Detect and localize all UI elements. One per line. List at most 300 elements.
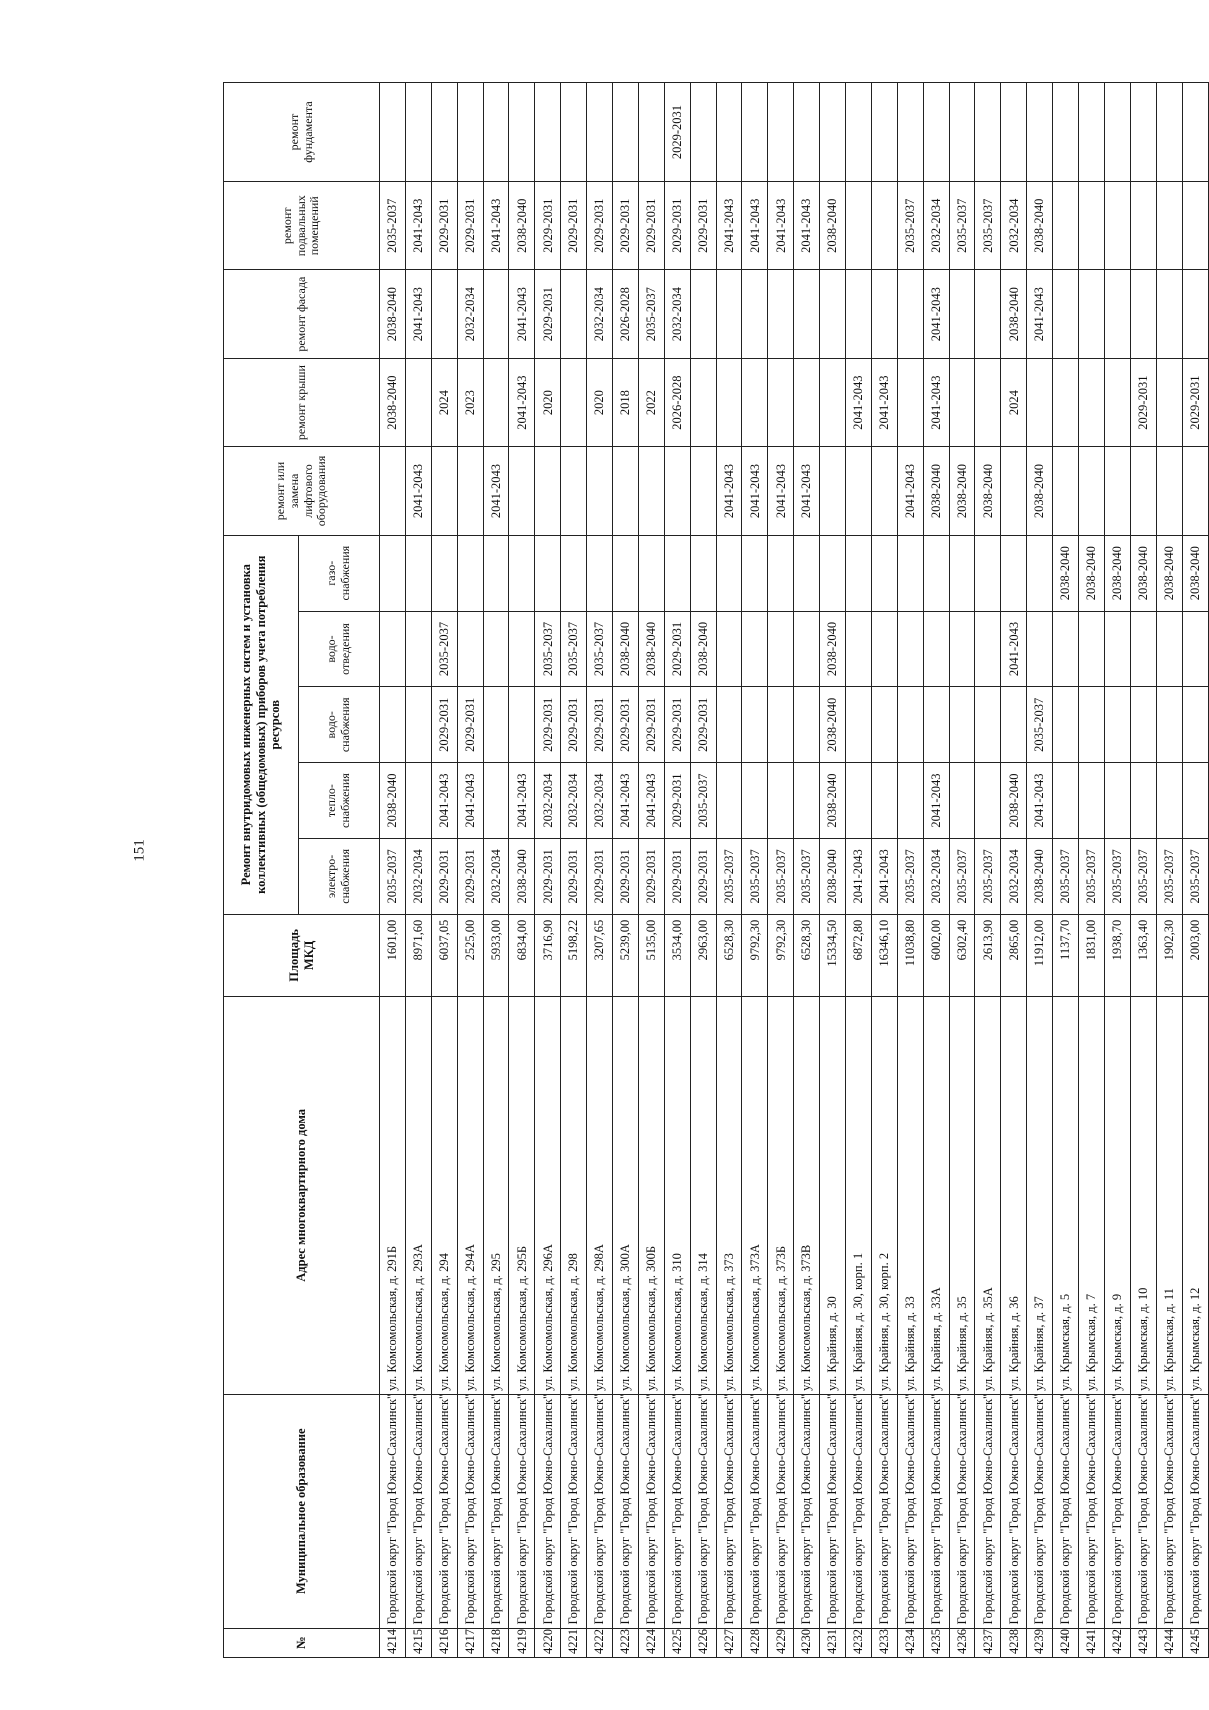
foundation-cell: [768, 83, 794, 182]
row-number-cell: 4234: [897, 1628, 923, 1657]
water-cell: [742, 687, 768, 763]
address-cell: ул. Крымская, д. 9: [1104, 996, 1130, 1394]
table-row: [638, 83, 664, 1658]
foundation-cell: [794, 83, 820, 182]
row-number-cell: 4221: [561, 1628, 587, 1657]
address-cell: ул. Комсомольская, д. 373: [716, 996, 742, 1394]
table-row: [975, 83, 1001, 1658]
sewer-cell: [949, 611, 975, 687]
table-row: [1053, 83, 1079, 1658]
gas-cell: [483, 535, 509, 611]
roof-cell: 2041-2043: [923, 358, 949, 446]
row-number-cell: 4230: [794, 1628, 820, 1657]
address-cell: ул. Крымская, д. 5: [1053, 996, 1079, 1394]
table-row: [380, 83, 406, 1658]
gas-cell: [431, 535, 457, 611]
elevator-cell: [457, 447, 483, 535]
basement-cell: 2029-2031: [613, 182, 639, 270]
municipality-cell: Городской округ "Город Южно-Сахалинск": [1079, 1394, 1105, 1628]
gas-cell: [561, 535, 587, 611]
sewer-cell: [1027, 611, 1053, 687]
water-cell: [483, 687, 509, 763]
water-cell: [923, 687, 949, 763]
facade-cell: [716, 270, 742, 358]
area-cell: 2525,00: [457, 914, 483, 996]
electric-cell: 2035-2037: [1079, 838, 1105, 914]
gas-cell: 2038-2040: [1182, 535, 1208, 611]
electric-cell: 2038-2040: [1027, 838, 1053, 914]
sewer-cell: [975, 611, 1001, 687]
address-cell: ул. Комсомольская, д. 291Б: [380, 996, 406, 1394]
roof-cell: 2024: [431, 358, 457, 446]
water-cell: 2029-2031: [664, 687, 690, 763]
header-gas: газо-снабжения: [299, 535, 380, 611]
basement-cell: 2029-2031: [638, 182, 664, 270]
municipality-cell: Городской округ "Город Южно-Сахалинск": [509, 1394, 535, 1628]
area-cell: 2613,90: [975, 914, 1001, 996]
heat-cell: 2032-2034: [587, 763, 613, 839]
header-sewer: водо-отведения: [299, 611, 380, 687]
elevator-cell: 2041-2043: [768, 447, 794, 535]
facade-cell: [1182, 270, 1208, 358]
municipality-cell: Городской округ "Город Южно-Сахалинск": [949, 1394, 975, 1628]
facade-cell: [690, 270, 716, 358]
area-cell: 16346,10: [871, 914, 897, 996]
foundation-cell: [1053, 83, 1079, 182]
facade-cell: [561, 270, 587, 358]
table-row: [871, 83, 897, 1658]
basement-cell: 2041-2043: [405, 182, 431, 270]
basement-cell: 2032-2034: [923, 182, 949, 270]
area-cell: 1938,70: [1104, 914, 1130, 996]
facade-cell: 2041-2043: [923, 270, 949, 358]
municipality-cell: Городской округ "Город Южно-Сахалинск": [613, 1394, 639, 1628]
heat-cell: [1104, 763, 1130, 839]
header-address: Адрес многоквартирного дома: [224, 996, 380, 1394]
basement-cell: [846, 182, 872, 270]
sewer-cell: 2038-2040: [820, 611, 846, 687]
municipality-cell: Городской округ "Город Южно-Сахалинск": [561, 1394, 587, 1628]
foundation-cell: [820, 83, 846, 182]
elevator-cell: 2038-2040: [923, 447, 949, 535]
facade-cell: 2035-2037: [638, 270, 664, 358]
basement-cell: 2029-2031: [535, 182, 561, 270]
roof-cell: 2024: [1001, 358, 1027, 446]
water-cell: [1130, 687, 1156, 763]
elevator-cell: [613, 447, 639, 535]
row-number-cell: 4224: [638, 1628, 664, 1657]
roof-cell: 2020: [535, 358, 561, 446]
roof-cell: 2041-2043: [846, 358, 872, 446]
municipality-cell: Городской округ "Город Южно-Сахалинск": [638, 1394, 664, 1628]
gas-cell: [897, 535, 923, 611]
gas-cell: [638, 535, 664, 611]
heat-cell: [1182, 763, 1208, 839]
basement-cell: 2041-2043: [768, 182, 794, 270]
header-heat: тепло-снабжения: [299, 763, 380, 839]
area-cell: 6834,00: [509, 914, 535, 996]
gas-cell: [846, 535, 872, 611]
basement-cell: 2035-2037: [949, 182, 975, 270]
foundation-cell: [638, 83, 664, 182]
sewer-cell: 2035-2037: [535, 611, 561, 687]
electric-cell: 2032-2034: [483, 838, 509, 914]
water-cell: [949, 687, 975, 763]
header-area: Площадь МКД: [224, 914, 380, 996]
elevator-cell: [535, 447, 561, 535]
sewer-cell: [897, 611, 923, 687]
sewer-cell: [405, 611, 431, 687]
elevator-cell: [1156, 447, 1182, 535]
heat-cell: [1053, 763, 1079, 839]
facade-cell: [431, 270, 457, 358]
foundation-cell: [871, 83, 897, 182]
facade-cell: 2041-2043: [1027, 270, 1053, 358]
basement-cell: 2038-2040: [509, 182, 535, 270]
elevator-cell: [820, 447, 846, 535]
address-cell: ул. Крайняя, д. 35: [949, 996, 975, 1394]
area-cell: 2003,00: [1182, 914, 1208, 996]
header-elevator: ремонт или замена лифтового оборудования: [224, 447, 380, 535]
electric-cell: 2029-2031: [587, 838, 613, 914]
water-cell: 2029-2031: [690, 687, 716, 763]
elevator-cell: [561, 447, 587, 535]
electric-cell: 2035-2037: [897, 838, 923, 914]
sewer-cell: 2029-2031: [664, 611, 690, 687]
gas-cell: [794, 535, 820, 611]
gas-cell: [820, 535, 846, 611]
water-cell: [1104, 687, 1130, 763]
roof-cell: [483, 358, 509, 446]
sewer-cell: 2038-2040: [690, 611, 716, 687]
basement-cell: [871, 182, 897, 270]
foundation-cell: [897, 83, 923, 182]
elevator-cell: [587, 447, 613, 535]
foundation-cell: [405, 83, 431, 182]
facade-cell: [1156, 270, 1182, 358]
sewer-cell: 2035-2037: [431, 611, 457, 687]
row-number-cell: 4214: [380, 1628, 406, 1657]
electric-cell: 2035-2037: [742, 838, 768, 914]
heat-cell: [483, 763, 509, 839]
address-cell: ул. Комсомольская, д. 294: [431, 996, 457, 1394]
address-cell: ул. Комсомольская, д. 293А: [405, 996, 431, 1394]
address-cell: ул. Комсомольская, д. 300А: [613, 996, 639, 1394]
gas-cell: 2038-2040: [1079, 535, 1105, 611]
gas-cell: [509, 535, 535, 611]
address-cell: ул. Комсомольская, д. 373А: [742, 996, 768, 1394]
elevator-cell: [380, 447, 406, 535]
municipality-cell: Городской округ "Город Южно-Сахалинск": [923, 1394, 949, 1628]
heat-cell: [1130, 763, 1156, 839]
electric-cell: 2035-2037: [1053, 838, 1079, 914]
area-cell: 6872,80: [846, 914, 872, 996]
elevator-cell: [690, 447, 716, 535]
foundation-cell: [1156, 83, 1182, 182]
elevator-cell: [846, 447, 872, 535]
foundation-cell: [742, 83, 768, 182]
water-cell: 2038-2040: [820, 687, 846, 763]
basement-cell: 2029-2031: [561, 182, 587, 270]
table-row: [664, 83, 690, 1658]
foundation-cell: [1001, 83, 1027, 182]
roof-cell: [1104, 358, 1130, 446]
row-number-cell: 4232: [846, 1628, 872, 1657]
address-cell: ул. Крымская, д. 11: [1156, 996, 1182, 1394]
foundation-cell: [483, 83, 509, 182]
row-number-cell: 4245: [1182, 1628, 1208, 1657]
row-number-cell: 4243: [1130, 1628, 1156, 1657]
heat-cell: 2041-2043: [431, 763, 457, 839]
basement-cell: [1182, 182, 1208, 270]
heat-cell: 2038-2040: [1001, 763, 1027, 839]
table-row: [535, 83, 561, 1658]
table-row: [820, 83, 846, 1658]
row-number-cell: 4218: [483, 1628, 509, 1657]
heat-cell: [871, 763, 897, 839]
foundation-cell: 2029-2031: [664, 83, 690, 182]
facade-cell: 2032-2034: [664, 270, 690, 358]
municipality-cell: Городской округ "Город Южно-Сахалинск": [690, 1394, 716, 1628]
row-number-cell: 4240: [1053, 1628, 1079, 1657]
row-number-cell: 4226: [690, 1628, 716, 1657]
gas-cell: [1027, 535, 1053, 611]
foundation-cell: [975, 83, 1001, 182]
electric-cell: 2029-2031: [664, 838, 690, 914]
municipality-cell: Городской округ "Город Южно-Сахалинск": [380, 1394, 406, 1628]
address-cell: ул. Комсомольская, д. 310: [664, 996, 690, 1394]
foundation-cell: [716, 83, 742, 182]
municipality-cell: Городской округ "Город Южно-Сахалинск": [820, 1394, 846, 1628]
heat-cell: 2041-2043: [457, 763, 483, 839]
roof-cell: 2041-2043: [871, 358, 897, 446]
header-num: №: [224, 1628, 380, 1657]
sewer-cell: [871, 611, 897, 687]
elevator-cell: [664, 447, 690, 535]
electric-cell: 2035-2037: [794, 838, 820, 914]
water-cell: [1156, 687, 1182, 763]
facade-cell: [742, 270, 768, 358]
electric-cell: 2035-2037: [1130, 838, 1156, 914]
area-cell: 6528,30: [716, 914, 742, 996]
water-cell: 2029-2031: [457, 687, 483, 763]
sewer-cell: [1053, 611, 1079, 687]
table-row: [431, 83, 457, 1658]
table-row: [1104, 83, 1130, 1658]
sewer-cell: [716, 611, 742, 687]
gas-cell: [664, 535, 690, 611]
basement-cell: 2041-2043: [742, 182, 768, 270]
roof-cell: [975, 358, 1001, 446]
municipality-cell: Городской округ "Город Южно-Сахалинск": [664, 1394, 690, 1628]
table-row: [1130, 83, 1156, 1658]
electric-cell: 2029-2031: [638, 838, 664, 914]
water-cell: 2029-2031: [587, 687, 613, 763]
electric-cell: 2035-2037: [949, 838, 975, 914]
roof-cell: 2038-2040: [380, 358, 406, 446]
row-number-cell: 4222: [587, 1628, 613, 1657]
electric-cell: 2029-2031: [561, 838, 587, 914]
address-cell: ул. Комсомольская, д. 298А: [587, 996, 613, 1394]
table-row: [794, 83, 820, 1658]
area-cell: 5135,00: [638, 914, 664, 996]
roof-cell: 2029-2031: [1182, 358, 1208, 446]
sewer-cell: [923, 611, 949, 687]
municipality-cell: Городской округ "Город Южно-Сахалинск": [768, 1394, 794, 1628]
row-number-cell: 4223: [613, 1628, 639, 1657]
heat-cell: [794, 763, 820, 839]
foundation-cell: [1182, 83, 1208, 182]
gas-cell: [405, 535, 431, 611]
row-number-cell: 4233: [871, 1628, 897, 1657]
area-cell: 6037,05: [431, 914, 457, 996]
basement-cell: [1130, 182, 1156, 270]
electric-cell: 2035-2037: [975, 838, 1001, 914]
facade-cell: 2026-2028: [613, 270, 639, 358]
water-cell: [1053, 687, 1079, 763]
table-row: [742, 83, 768, 1658]
water-cell: [846, 687, 872, 763]
header-basement: ремонт подвальных помещений: [224, 182, 380, 270]
municipality-cell: Городской округ "Город Южно-Сахалинск": [431, 1394, 457, 1628]
address-cell: ул. Крайняя, д. 36: [1001, 996, 1027, 1394]
address-cell: ул. Комсомольская, д. 295Б: [509, 996, 535, 1394]
foundation-cell: [613, 83, 639, 182]
elevator-cell: 2041-2043: [897, 447, 923, 535]
table-row: [509, 83, 535, 1658]
roof-cell: 2029-2031: [1130, 358, 1156, 446]
heat-cell: [742, 763, 768, 839]
table-row: [613, 83, 639, 1658]
sewer-cell: [509, 611, 535, 687]
header-water: водо-снабжения: [299, 687, 380, 763]
facade-cell: 2029-2031: [535, 270, 561, 358]
area-cell: 9792,30: [742, 914, 768, 996]
sewer-cell: [742, 611, 768, 687]
sewer-cell: [1182, 611, 1208, 687]
row-number-cell: 4238: [1001, 1628, 1027, 1657]
basement-cell: 2041-2043: [716, 182, 742, 270]
address-cell: ул. Крайняя, д. 30, корп. 1: [846, 996, 872, 1394]
address-cell: ул. Крайняя, д. 35А: [975, 996, 1001, 1394]
row-number-cell: 4225: [664, 1628, 690, 1657]
gas-cell: 2038-2040: [1053, 535, 1079, 611]
heat-cell: 2041-2043: [1027, 763, 1053, 839]
table-row: [846, 83, 872, 1658]
sewer-cell: 2041-2043: [1001, 611, 1027, 687]
heat-cell: [1156, 763, 1182, 839]
table-row: [1001, 83, 1027, 1658]
facade-cell: [975, 270, 1001, 358]
area-cell: 5239,00: [613, 914, 639, 996]
gas-cell: [613, 535, 639, 611]
row-number-cell: 4235: [923, 1628, 949, 1657]
header-electric: электро-снабжения: [299, 838, 380, 914]
electric-cell: 2029-2031: [690, 838, 716, 914]
facade-cell: 2038-2040: [380, 270, 406, 358]
area-cell: 3716,90: [535, 914, 561, 996]
heat-cell: 2041-2043: [638, 763, 664, 839]
foundation-cell: [509, 83, 535, 182]
electric-cell: 2035-2037: [716, 838, 742, 914]
electric-cell: 2032-2034: [923, 838, 949, 914]
area-cell: 11038,80: [897, 914, 923, 996]
sewer-cell: [846, 611, 872, 687]
gas-cell: [457, 535, 483, 611]
water-cell: [405, 687, 431, 763]
facade-cell: [820, 270, 846, 358]
gas-cell: [380, 535, 406, 611]
facade-cell: [846, 270, 872, 358]
elevator-cell: [1182, 447, 1208, 535]
row-number-cell: 4244: [1156, 1628, 1182, 1657]
table-row: [457, 83, 483, 1658]
roof-cell: [1156, 358, 1182, 446]
facade-cell: 2032-2034: [587, 270, 613, 358]
electric-cell: 2038-2040: [820, 838, 846, 914]
municipality-cell: Городской округ "Город Южно-Сахалинск": [1053, 1394, 1079, 1628]
foundation-cell: [1104, 83, 1130, 182]
electric-cell: 2035-2037: [1156, 838, 1182, 914]
roof-cell: [820, 358, 846, 446]
water-cell: [897, 687, 923, 763]
roof-cell: [949, 358, 975, 446]
basement-cell: [1156, 182, 1182, 270]
water-cell: 2029-2031: [431, 687, 457, 763]
foundation-cell: [561, 83, 587, 182]
address-cell: ул. Крайняя, д. 30, корп. 2: [871, 996, 897, 1394]
foundation-cell: [587, 83, 613, 182]
area-cell: 6002,00: [923, 914, 949, 996]
elevator-cell: 2041-2043: [483, 447, 509, 535]
address-cell: ул. Комсомольская, д. 300Б: [638, 996, 664, 1394]
row-number-cell: 4229: [768, 1628, 794, 1657]
water-cell: [1079, 687, 1105, 763]
heat-cell: [1079, 763, 1105, 839]
water-cell: 2029-2031: [638, 687, 664, 763]
address-cell: ул. Комсомольская, д. 314: [690, 996, 716, 1394]
sewer-cell: [457, 611, 483, 687]
electric-cell: 2029-2031: [535, 838, 561, 914]
row-number-cell: 4241: [1079, 1628, 1105, 1657]
heat-cell: 2038-2040: [380, 763, 406, 839]
water-cell: [975, 687, 1001, 763]
electric-cell: 2035-2037: [1182, 838, 1208, 914]
sewer-cell: [1130, 611, 1156, 687]
basement-cell: 2029-2031: [690, 182, 716, 270]
sewer-cell: [1156, 611, 1182, 687]
elevator-cell: 2038-2040: [949, 447, 975, 535]
roof-cell: 2022: [638, 358, 664, 446]
facade-cell: 2038-2040: [1001, 270, 1027, 358]
municipality-cell: Городской округ "Город Южно-Сахалинск": [1001, 1394, 1027, 1628]
heat-cell: [897, 763, 923, 839]
gas-cell: [975, 535, 1001, 611]
gas-cell: [871, 535, 897, 611]
gas-cell: [535, 535, 561, 611]
area-cell: 6302,40: [949, 914, 975, 996]
sewer-cell: [1104, 611, 1130, 687]
gas-cell: 2038-2040: [1156, 535, 1182, 611]
gas-cell: [690, 535, 716, 611]
basement-cell: 2038-2040: [1027, 182, 1053, 270]
address-cell: ул. Крайняя, д. 30: [820, 996, 846, 1394]
facade-cell: 2041-2043: [405, 270, 431, 358]
foundation-cell: [535, 83, 561, 182]
sewer-cell: [1079, 611, 1105, 687]
address-cell: ул. Крайняя, д. 37: [1027, 996, 1053, 1394]
electric-cell: 2032-2034: [405, 838, 431, 914]
